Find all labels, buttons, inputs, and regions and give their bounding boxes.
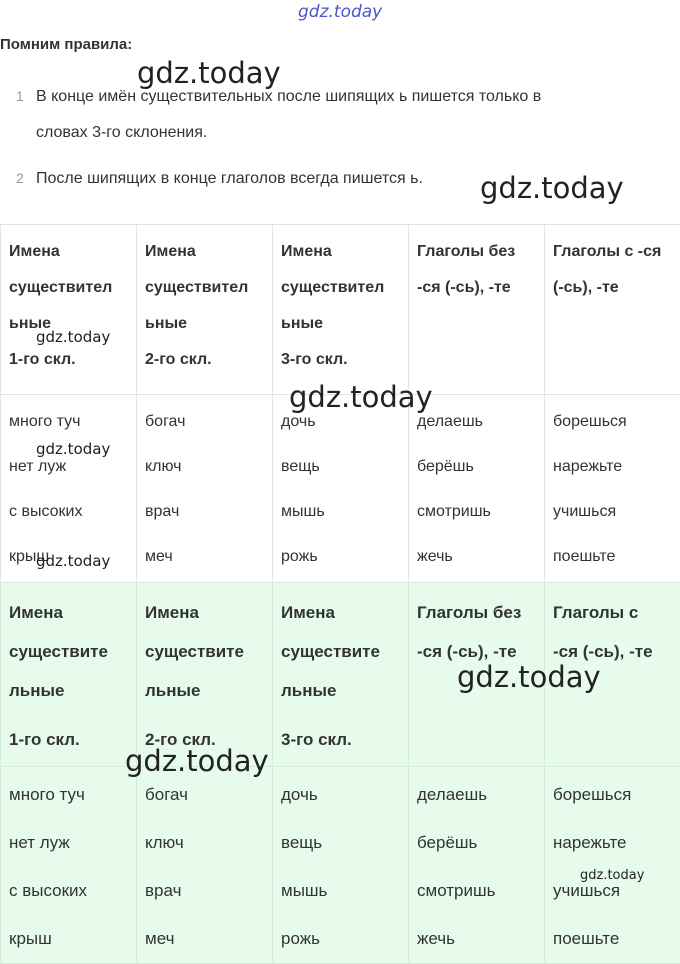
table-header-row — [1, 225, 680, 395]
word-cell: богач ключ врач меч — [137, 395, 273, 583]
rule-2 — [16, 170, 423, 188]
header-cell: Имена существите льные 2-го скл. — [137, 583, 273, 767]
header-cell: Глаголы без -ся (-сь), -те — [409, 583, 545, 767]
rule-text-line1: В конце имён существительных после шипящих ь пишется только в — [36, 88, 541, 105]
watermark: gdz.today — [125, 744, 269, 778]
header-cell: Глаголы без -ся (-сь), -те — [409, 225, 545, 395]
rule-1 — [16, 88, 541, 106]
word-cell: богач ключ врач меч — [137, 767, 273, 964]
word-cell: много туч нет луж с высоких крыш — [1, 767, 137, 964]
watermark: gdz.today — [289, 380, 433, 414]
word-cell: много туч нет луж с высоких крыш — [1, 395, 137, 583]
watermark: gdz.today — [480, 171, 624, 205]
rule-number: 2 — [16, 170, 36, 186]
word-cell: борешься нарежьте учишься поешьте — [545, 395, 680, 583]
header-cell: Имена существител ьные 3-го скл. — [273, 225, 409, 395]
watermark: gdz.today — [36, 440, 110, 458]
watermark: gdz.today — [580, 868, 644, 883]
watermark: gdz.today — [36, 552, 110, 570]
header-cell: Имена существите льные 1-го скл. — [1, 583, 137, 767]
spelling-table-2 — [0, 582, 680, 964]
header-cell: Глаголы с -ся (-сь), -те — [545, 225, 680, 395]
rule-text-line1: После шипящих в конце глаголов всегда пишется ь. — [36, 170, 423, 187]
word-cell: дочь вещь мышь рожь — [273, 395, 409, 583]
header-cell: Имена существител ьные 2-го скл. — [137, 225, 273, 395]
word-cell: борешься нарежьте учишься поешьте — [545, 767, 680, 964]
word-cell: делаешь берёшь смотришь жечь — [409, 767, 545, 964]
header-cell: Имена существите льные 3-го скл. — [273, 583, 409, 767]
word-cell: делаешь берёшь смотришь жечь — [409, 395, 545, 583]
rule-text-line2: словах 3-го склонения. — [36, 124, 207, 142]
watermark: gdz.today — [36, 328, 110, 346]
watermark: gdz.today — [457, 660, 601, 694]
word-cell: дочь вещь мышь рожь — [273, 767, 409, 964]
watermark-top: gdz.today — [298, 2, 382, 22]
watermark: gdz.today — [137, 56, 281, 90]
section-title: Помним правила: — [0, 36, 132, 53]
rule-number: 1 — [16, 88, 36, 104]
header-cell: Глаголы с -ся (-сь), -те — [545, 583, 680, 767]
table-row — [1, 767, 680, 964]
header-cell: Имена существител ьные 1-го скл. — [1, 225, 137, 395]
